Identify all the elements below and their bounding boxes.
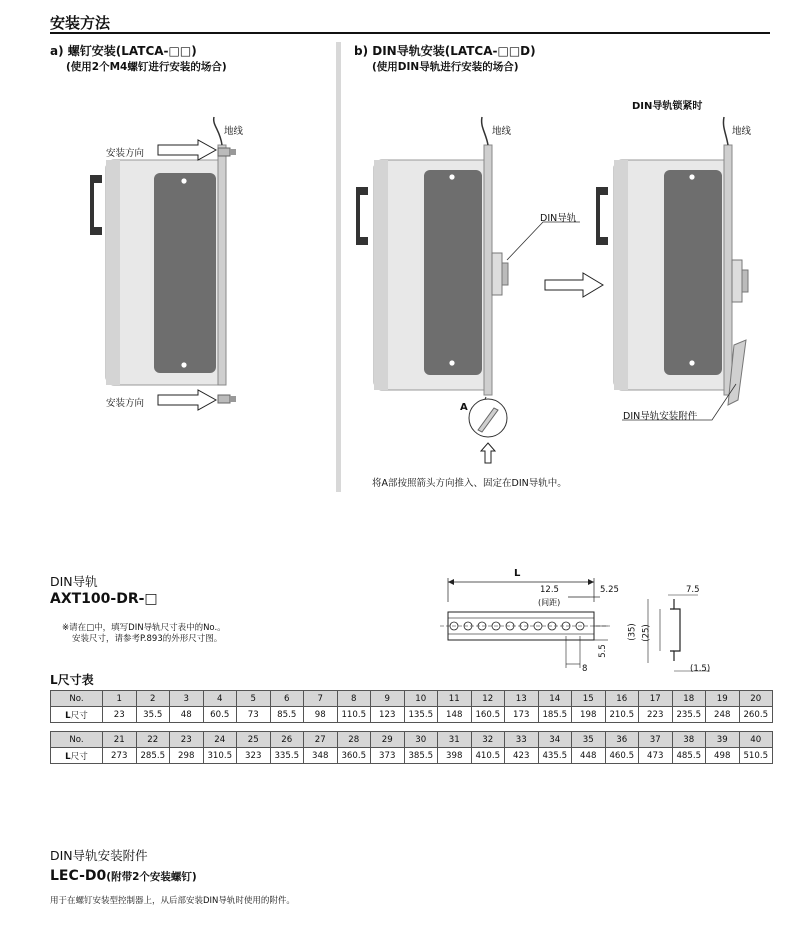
din-rail-note-2: 安装尺寸，请参考P.893的外形尺寸图。: [72, 634, 223, 644]
din-mount-figure-2: [588, 115, 758, 415]
table-cell: 22: [136, 732, 170, 748]
din-mount-heading: b) DIN导轨安装(LATCA-□□D): [354, 44, 536, 58]
screw-note: (使用2个M4螺钉进行安装的场合): [66, 61, 227, 73]
table-cell: 5: [237, 691, 271, 707]
table-cell: 35.5: [136, 707, 170, 723]
table-cell: 73: [237, 707, 271, 723]
table-cell: 27: [304, 732, 338, 748]
section-rule: [50, 32, 770, 34]
table-cell: 35: [572, 732, 606, 748]
accessory-heading: DIN导轨安装附件: [50, 848, 148, 863]
table-cell: 19: [706, 691, 740, 707]
accessory-desc: 用于在螺钉安装型控制器上，从后部安装DIN导轨时使用的附件。: [50, 896, 295, 906]
table-cell: 28: [337, 732, 371, 748]
table-cell: 110.5: [337, 707, 371, 723]
table-cell: 29: [371, 732, 405, 748]
din-rail-note-1: ※请在□中，填写DIN导轨尺寸表中的No.。: [62, 623, 226, 633]
table-cell: 273: [103, 748, 137, 764]
table-cell: 385.5: [404, 748, 438, 764]
table-cell: 185.5: [538, 707, 572, 723]
dim-7-5: 7.5: [686, 585, 700, 595]
table-cell: 510.5: [739, 748, 773, 764]
table-cell: 448: [572, 748, 606, 764]
section-title: 安装方法: [50, 14, 111, 32]
table-cell: 3: [170, 691, 204, 707]
dim-5-5: 5.5: [597, 644, 608, 658]
screw-dir-top-label: 安装方向: [106, 148, 145, 159]
table-cell: 6: [270, 691, 304, 707]
table-cell: 18: [672, 691, 706, 707]
table-cell: 34: [538, 732, 572, 748]
accessory-model: LEC-D0: [50, 868, 107, 884]
table-cell: 123: [371, 707, 405, 723]
table-cell: 85.5: [270, 707, 304, 723]
table-cell: 20: [739, 691, 773, 707]
table-cell: 15: [572, 691, 606, 707]
din-rail-drawing: [440, 570, 620, 682]
table-cell: 173: [505, 707, 539, 723]
table-cell: 24: [203, 732, 237, 748]
table-cell: 435.5: [538, 748, 572, 764]
table-cell: 26: [270, 732, 304, 748]
table-cell: No.: [51, 691, 103, 707]
screw-ground-label: 地线: [224, 126, 244, 137]
table-cell: No.: [51, 732, 103, 748]
table-cell: 285.5: [136, 748, 170, 764]
table-cell: 348: [304, 748, 338, 764]
din-locked-label: DIN导轨锁紧时: [632, 101, 703, 112]
dim-25: (25): [641, 624, 652, 642]
din-ground-label-2: 地线: [732, 126, 752, 137]
table-cell: 2: [136, 691, 170, 707]
table-cell: 40: [739, 732, 773, 748]
table-cell: 198: [572, 707, 606, 723]
table-cell: 14: [538, 691, 572, 707]
table-cell: 32: [471, 732, 505, 748]
table-cell: 360.5: [337, 748, 371, 764]
table-cell: 21: [103, 732, 137, 748]
din-ground-label-1: 地线: [492, 126, 512, 137]
table-cell: 48: [170, 707, 204, 723]
detail-a-circle: [468, 398, 508, 438]
table-cell: 323: [237, 748, 271, 764]
din-mount-figure-1: [348, 115, 518, 415]
dim-8: 8: [582, 664, 588, 674]
l-table-part1: [50, 690, 773, 723]
arrow-right-icon: [158, 139, 218, 161]
accessory-model-note: (附带2个安装螺钉): [106, 871, 197, 883]
din-rail-label: DIN导轨: [540, 213, 577, 224]
table-cell: 1: [103, 691, 137, 707]
table-row: [51, 691, 773, 707]
table-cell: 223: [639, 707, 673, 723]
table-row: [51, 732, 773, 748]
table-cell: 248: [706, 707, 740, 723]
table-cell: 335.5: [270, 748, 304, 764]
table-cell: 373: [371, 748, 405, 764]
arrow-right-icon: [158, 389, 218, 411]
table-cell: 135.5: [404, 707, 438, 723]
accessory-model-line: [50, 865, 197, 884]
leader-line: [505, 220, 585, 265]
table-cell: 7: [304, 691, 338, 707]
dim-35: (35): [627, 623, 638, 641]
table-cell: 485.5: [672, 748, 706, 764]
table-cell: 235.5: [672, 707, 706, 723]
table-cell: 473: [639, 748, 673, 764]
din-rail-model: AXT100-DR-□: [50, 591, 158, 607]
table-cell: 398: [438, 748, 472, 764]
table-cell: L尺寸: [51, 707, 103, 723]
table-cell: 410.5: [471, 748, 505, 764]
table-cell: 36: [605, 732, 639, 748]
table-cell: 98: [304, 707, 338, 723]
dim-1-5: (1.5): [690, 664, 711, 674]
table-cell: L尺寸: [51, 748, 103, 764]
table-cell: 148: [438, 707, 472, 723]
table-cell: 23: [103, 707, 137, 723]
table-cell: 39: [706, 732, 740, 748]
l-table-part2: [50, 731, 773, 764]
dim-end: 5.25: [600, 585, 619, 595]
l-table-title: L尺寸表: [50, 673, 94, 687]
table-cell: 60.5: [203, 707, 237, 723]
table-cell: 8: [337, 691, 371, 707]
arrow-up-icon: [480, 442, 496, 464]
column-divider: [336, 42, 341, 492]
table-cell: 30: [404, 732, 438, 748]
table-cell: 160.5: [471, 707, 505, 723]
table-cell: 10: [404, 691, 438, 707]
table-cell: 38: [672, 732, 706, 748]
screw-dir-bottom-label: 安装方向: [106, 398, 145, 409]
table-cell: 4: [203, 691, 237, 707]
table-row: [51, 748, 773, 764]
table-cell: 25: [237, 732, 271, 748]
table-cell: 260.5: [739, 707, 773, 723]
din-fitting-label: DIN导轨安装附件: [623, 411, 698, 422]
din-mount-note: (使用DIN导轨进行安装的场合): [372, 61, 519, 73]
dim-l: L: [514, 568, 521, 579]
table-cell: 31: [438, 732, 472, 748]
table-cell: 310.5: [203, 748, 237, 764]
table-cell: 16: [605, 691, 639, 707]
dim-pitch: 12.5: [540, 585, 559, 595]
table-cell: 12: [471, 691, 505, 707]
table-cell: 298: [170, 748, 204, 764]
table-cell: 11: [438, 691, 472, 707]
detail-a-label: A: [460, 402, 468, 413]
dim-pitch-note: (间距): [538, 598, 561, 607]
din-caption: 将A部按照箭头方向推入、固定在DIN导轨中。: [372, 478, 567, 489]
table-cell: 9: [371, 691, 405, 707]
screw-heading: a) 螺钉安装(LATCA-□□): [50, 44, 197, 58]
leader-line: [620, 380, 740, 422]
table-cell: 423: [505, 748, 539, 764]
table-cell: 210.5: [605, 707, 639, 723]
table-row: [51, 707, 773, 723]
table-cell: 33: [505, 732, 539, 748]
table-cell: 23: [170, 732, 204, 748]
table-cell: 13: [505, 691, 539, 707]
table-cell: 498: [706, 748, 740, 764]
din-rail-heading: DIN导轨: [50, 574, 98, 589]
table-cell: 17: [639, 691, 673, 707]
table-cell: 37: [639, 732, 673, 748]
table-cell: 460.5: [605, 748, 639, 764]
